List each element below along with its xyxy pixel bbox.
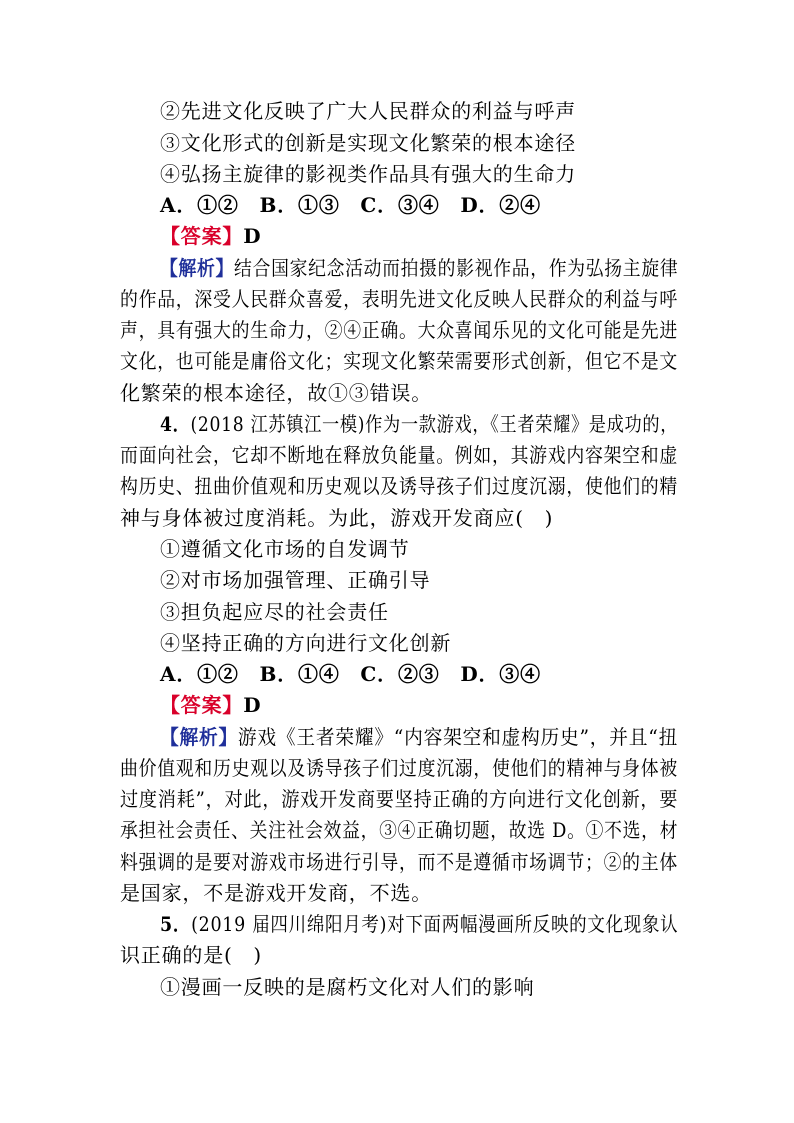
analysis-line: 【解析】结合国家纪念活动而拍摄的影视作品，作为弘扬主旋律: [160, 256, 679, 280]
answer-choices: A．①② B．①④ C．②③ D．③④: [160, 662, 541, 686]
analysis-line: 料强调的是要对游戏市场进行引导，而不是遵循市场调节；②的主体: [120, 850, 678, 874]
option-line: ②对市场加强管理、正确引导: [160, 568, 431, 592]
analysis-line: 的作品，深受人民群众喜爱，表明先进文化反映人民群众的利益与呼: [120, 287, 678, 311]
analysis-line: 是国家，不是游戏开发商，不选。: [120, 881, 432, 905]
analysis-line: 化繁荣的根本途径，故①③错误。: [120, 381, 432, 405]
analysis-line: 过度消耗”，对此，游戏开发商要坚持正确的方向进行文化创新，要: [120, 787, 679, 811]
analysis-line: 曲价值观和历史观以及诱导孩子们过度沉溺，使他们的精神与身体被: [120, 756, 678, 780]
option-line: ②先进文化反映了广大人民群众的利益与呼声: [160, 99, 576, 123]
option-line: ①漫画一反映的是腐朽文化对人们的影响: [160, 975, 535, 999]
question-line: 而面向社会，它却不断地在释放负能量。例如，其游戏内容架空和虚: [120, 443, 678, 467]
question-number: 4．: [160, 412, 191, 436]
question-line: 构历史、扭曲价值观和历史观以及诱导孩子们过度沉溺，使他们的精: [120, 474, 678, 498]
answer-choices: A．①② B．①③ C．③④ D．②④: [160, 193, 541, 217]
question-number: 5．: [160, 912, 192, 936]
option-line: ④弘扬主旋律的影视类作品具有强大的生命力: [160, 162, 576, 186]
analysis-tag: 【解析】: [160, 725, 238, 749]
question-4-line: 4．(2018 江苏镇江一模)作为一款游戏，《王者荣耀》是成功的，: [160, 412, 679, 436]
answer-value: D: [243, 224, 262, 248]
answer-tag: 【答案】: [160, 693, 244, 717]
analysis-tag: 【解析】: [160, 256, 235, 280]
analysis-line: 【解析】游戏《王者荣耀》“内容架空和虚构历史”，并且“扭: [160, 725, 679, 749]
answer-line: [160, 221, 261, 251]
answer-line: [160, 690, 261, 720]
answer-tag: 【答案】: [160, 224, 244, 248]
analysis-line: 文化，也可能是庸俗文化；实现文化繁荣需要形式创新，但它不是文: [120, 349, 678, 373]
option-line: ①遵循文化市场的自发调节: [160, 537, 410, 561]
option-line: ③文化形式的创新是实现文化繁荣的根本途径: [160, 131, 576, 155]
analysis-line: 承担社会责任、关注社会效益，③④正确切题，故选 D。①不选，材: [120, 818, 679, 842]
question-line: 识正确的是( ): [120, 943, 263, 967]
answer-value: D: [243, 693, 262, 717]
analysis-line: 声，具有强大的生命力，②④正确。大众喜闻乐见的文化可能是先进: [120, 318, 678, 342]
question-line: 神与身体被过度消耗。为此，游戏开发商应( ): [120, 506, 554, 530]
question-5-line: 5．(2019 届四川绵阳月考)对下面两幅漫画所反映的文化现象认: [160, 912, 679, 936]
option-line: ③担负起应尽的社会责任: [160, 600, 389, 624]
option-line: ④坚持正确的方向进行文化创新: [160, 631, 452, 655]
